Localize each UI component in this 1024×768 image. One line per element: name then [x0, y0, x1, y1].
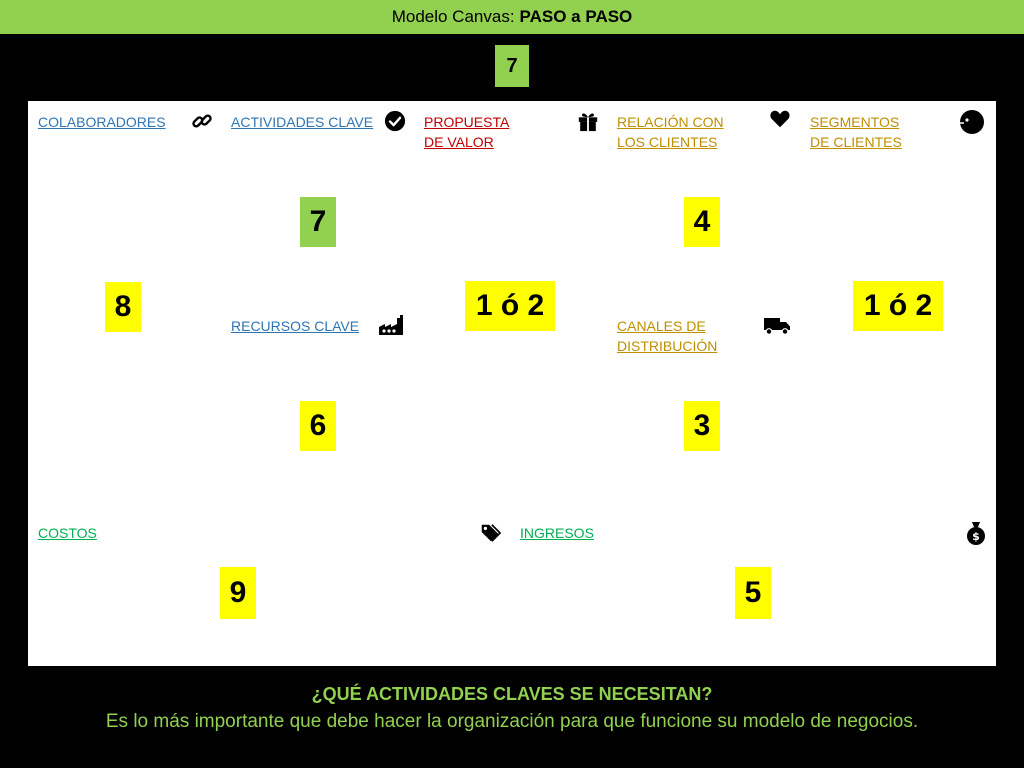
- label-costos: COSTOS: [38, 525, 97, 541]
- label-colaboradores: COLABORADORES: [38, 114, 166, 130]
- label-propuesta-de-valor: PROPUESTA DE VALOR: [424, 114, 510, 150]
- step-number-colaboradores: 8: [105, 282, 141, 332]
- block-propuesta-de-valor: [414, 101, 609, 514]
- business-model-canvas: [28, 101, 996, 666]
- svg-text:$: $: [972, 530, 980, 543]
- guiding-question: ¿QUÉ ACTIVIDADES CLAVES SE NECESITAN?: [311, 684, 713, 704]
- current-step-badge: 7: [495, 45, 529, 87]
- block-relacion-clientes: [607, 101, 802, 307]
- label-recursos-clave: RECURSOS CLAVE: [231, 318, 360, 334]
- block-actividades-clave: [221, 101, 416, 307]
- link-icon: [191, 110, 213, 132]
- label-ingresos: INGRESOS: [520, 525, 594, 541]
- label-canales-distribucion: CANALES DE DISTRIBUCIÓN: [617, 318, 718, 354]
- heart-icon: [769, 108, 791, 130]
- step-number-relacion-clientes: 4: [684, 197, 720, 247]
- step-number-segmentos-clientes: 1 ó 2: [853, 281, 943, 331]
- block-segmentos-clientes: [800, 101, 996, 514]
- checkmark-circle-icon: [384, 110, 406, 132]
- block-ingresos: [510, 512, 996, 666]
- step-number-recursos-clave: 6: [300, 401, 336, 451]
- label-relacion-clientes: RELACIÓN CON LOS CLIENTES: [617, 114, 724, 150]
- step-number-propuesta-de-valor: 1 ó 2: [465, 281, 555, 331]
- face-icon: [959, 109, 985, 135]
- label-actividades-clave: ACTIVIDADES CLAVE: [231, 114, 374, 130]
- step-number-canales-distribucion: 3: [684, 401, 720, 451]
- title-bold: PASO a PASO: [519, 7, 633, 26]
- title-bar: [0, 0, 1024, 34]
- step-number-actividades-clave: 7: [300, 197, 336, 247]
- factory-icon: [378, 314, 406, 336]
- step-number-ingresos: 5: [735, 567, 771, 619]
- block-colaboradores: [28, 101, 223, 514]
- block-canales-distribucion: [607, 305, 802, 514]
- money-bag-icon: [964, 520, 988, 546]
- gift-icon: [577, 110, 599, 132]
- block-recursos-clave: [221, 305, 416, 514]
- block-costos: [28, 512, 512, 666]
- explanation-text: Es lo más importante que debe hacer la organización para que funcione su modelo de negocios.: [105, 711, 919, 732]
- step-number-costos: 9: [220, 567, 256, 619]
- label-segmentos-clientes: SEGMENTOS DE CLIENTES: [810, 114, 902, 150]
- truck-icon: [763, 314, 791, 336]
- title-prefix: Modelo Canvas:: [391, 7, 515, 26]
- tags-icon: [479, 522, 501, 544]
